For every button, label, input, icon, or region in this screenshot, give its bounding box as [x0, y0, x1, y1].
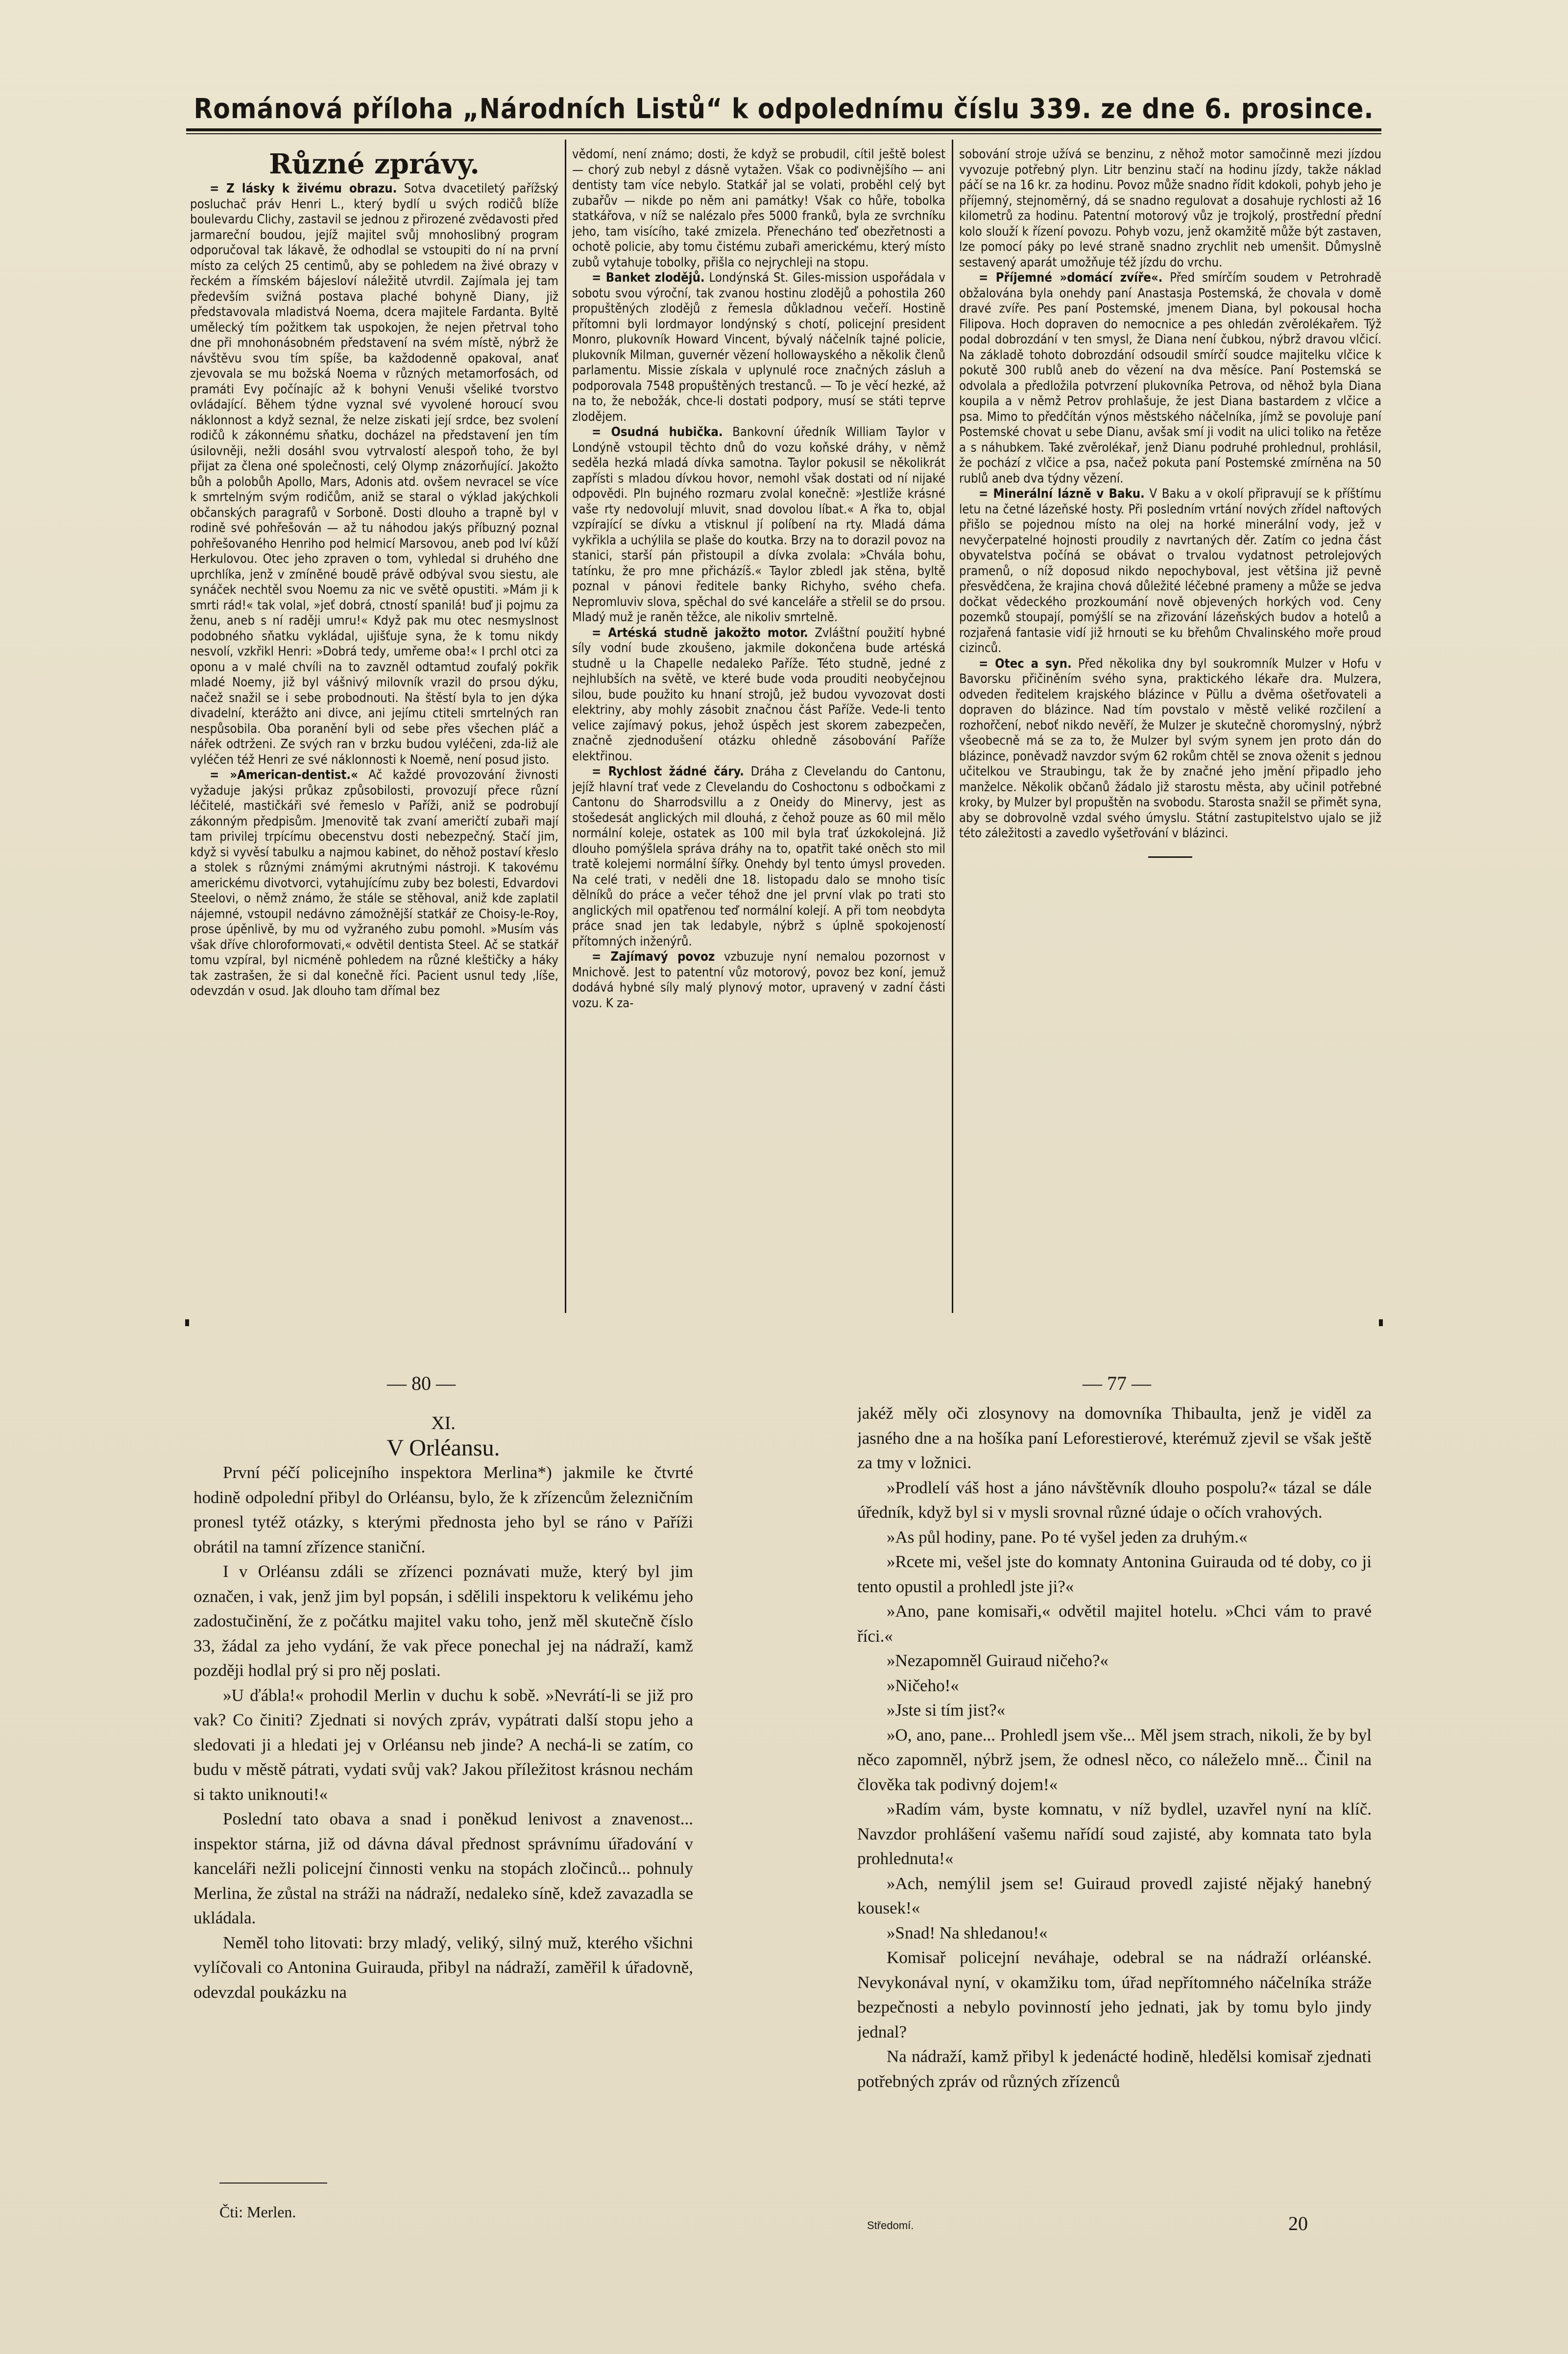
news-column-1 — [190, 147, 558, 1342]
chapter-number: XI. — [431, 1413, 456, 1433]
signature-mark: Středomí. — [867, 2219, 914, 2232]
novel-paragraph: Neměl toho litovati: brzy mladý, veliký, silný muž, kterého všichni vylíčovali co Antonina Guirauda, přibyl na nádraží, zaměřil k úřadovně, odevzdal poukázku na — [193, 1933, 693, 2002]
news-item-heading: = Příjemné »domácí zvíře«. — [979, 270, 1163, 285]
page-number-left: — 80 — — [387, 1372, 456, 1394]
news-item-text: Před několika dny byl soukromník Mulzer v Hofu v Bavorsku přičiněním svého syna, praktického lékaře dra. Mulzera, odveden ředitelem krajského blázince v Püllu a dvěma ošetřovateli a dopraven do blázince. Nad tím povstalo v městě veliké rozčilení a rozhořčení, neboť nikdo nevěří, že Mulzer je skutečně choromyslný, nýbrž všeobecně má se za to, že Mulzer byl svým synem jen proto dán do blázince, poněvadž navzdor svým 62 rokům chtěl se znova oženit s jednou učitelkou ve Straubingu, tak že by značné jeho jmění připadlo jeho manželce. Několik občanů žádalo již starostu města, aby učinil potřebné kroky, by Mulzer byl propuštěn na svobodu. Starosta snažil se přimět syna, aby se dobrovolně vzdal svého úmyslu. Státní zastupitelstvo ujalo se již této záležitosti a zavedlo vyšetřování v blázinci. — [959, 656, 1381, 841]
news-column-3 — [959, 147, 1381, 1342]
novel-paragraph: »Prodlelí váš host a jáno návštěvník dlouho pospolu?« tázal se dále úředník, když byl si v mysli srovnal různé údaje o očích vrahových. — [857, 1478, 1372, 1522]
novel-paragraph: »As půl hodiny, pane. Po té vyšel jeden za druhým.« — [887, 1527, 1248, 1547]
news-item-heading: = Z lásky k živému obrazu. — [210, 181, 397, 196]
news-item-heading: = Zajímavý povoz — [592, 949, 715, 964]
novel-paragraph: jakéž měly oči zlosynovy na domovníka Thibaulta, jenž je viděl za jasného dne a na hošíka paní Leforestierové, kterémuž zjevil se však ještě za tmy v ložnici. — [857, 1404, 1372, 1472]
novel-paragraph: »Rcete mi, vešel jste do komnaty Antonina Guirauda od té doby, co ji tento opustil a prohledl jste ji?« — [857, 1552, 1372, 1596]
news-item-heading: = Minerální lázně v Baku. — [979, 486, 1145, 501]
column-divider — [952, 140, 953, 1313]
footnote: Čti: Merlen. — [219, 2183, 327, 2221]
header-rule-thin — [186, 133, 1381, 134]
news-item — [959, 270, 1381, 486]
page-header: Románová příloha „Národních Listů“ k odpolednímu číslu 339. ze dne 6. prosince. — [193, 93, 1374, 125]
end-rule — [1148, 856, 1192, 858]
novel-paragraph: Na nádraží, kamž přibyl k jedenácté hodině, hledělsi komisař zjednati potřebných zpráv od různých zřízenců — [857, 2047, 1372, 2091]
news-item-heading: = Artéská studně jakožto motor. — [592, 625, 808, 640]
news-item — [190, 768, 558, 999]
section-title: Různé zprávy. — [269, 148, 480, 180]
news-item-text: vědomí, není známo; dosti, že když se probudil, cítil ještě bolest — chorý zub nebyl z dásně vytažen. Však co podivnějšího — ani dentisty tam více nebylo. Statkář jal se volati, proběhl celý byt zubařův — nikde po něm ani památky! Však co hůře, tobolka statkářova, v níž se nalézalo přes 5000 franků, byla ze svrchníku jeho, tam visícího, také zmizela. Přenecháno teď obezřetnosti a ochotě policie, aby tomu čistému zubaři americkému, který místo zubů vytahuje tobolky, přišla co nejrychleji na stopu. — [572, 147, 945, 270]
sheet-number: 20 — [1288, 2212, 1308, 2234]
novel-paragraph: První péčí policejního inspektora Merlina*) jakmile ke čtvrté hodině odpolední přibyl do Orléansu, bylo, že k zřízencům železničním pronesl tytéž otázky, s kterými přednosta jeho byl se ráno v Paříži obrátil na tamní zřízence staniční. — [193, 1463, 693, 1556]
novel-paragraph: »Ano, pane komisaři,« odvětil majitel hotelu. »Chci vám to pravé říci.« — [857, 1602, 1372, 1646]
news-item — [572, 626, 945, 765]
novel-paragraph: I v Orléansu zdáli se zřízenci poznávati muže, který byl jim označen, i vak, jenž jim byl popsán, i sdělili inspektoru k velikému jeho zadostučinění, že z počátku majitel vaku toho, jenž měl skutečně číslo 33, žádal za jeho vydání, že vak přece ponechal jej na nádraží, kamž později hodlal prý si pro něj poslati. — [193, 1562, 693, 1680]
news-item — [572, 764, 945, 949]
news-item-text: Před smírčím soudem v Petrohradě obžalována byla onehdy paní Anastasja Postemská, že chovala v domě dravé zvíře. Pes paní Postemské, jmenem Diana, byl pokousal hocha Filipova. Hoch dopraven do nemocnice a pes ohledán zvěrolékařem. Týž podal dobrozdání v ten smysl, že Diana není čubkou, nýbrž dravou vlčicí. Na základě tohoto dobrozdání odsoudil smírčí soudce majitelku vlčice k pokutě 300 rublů aneb do vězení na dva měsíce. Paní Postemská se odvolala a předložila potvrzení plukovníka Petrova, od něhož byla Diana koupila a v němž Petrov prohlašuje, že jest Diana bastardem z vlčice a psa. Mimo to předčítán výnos městského náčelníka, jímž se povoluje paní Postemské chovat u sebe Dianu, avšak smí ji vodit na ulici toliko na řetěze a s náhubkem. Také zvěrolékař, jenž Dianu podruhé prohlednul, prohlásil, že pochází z vlčice a psa, načež pokuta paní Postemské zmírněna na 50 rublů aneb dva týdny vězení. — [959, 270, 1381, 486]
news-item-text: Sotva dvacetiletý pařížský posluchač práv Henri L., který bydlí u svých rodičů blíže boulevardu Clichy, zastavil se jednou z přirozené zvědavosti před jarmareční boudou, jejíž majitel svůj mnohoslibný program odporučoval tak lákavě, že odhodlal se vstoupiti do ní na první místo za celých 25 centimů, aby se pohledem na živé obrazy v řeckém a římském bájesloví náležitě utvrdil. Zajímala jej tam především svižná postava plaché bohyně Diany, již představovala mladistvá Noema, dcera majitele Fardanta. Byltě umělecký tím požitkem tak uspokojen, že nejen přetrval toho dne při mnohonásobném představení na svém místě, nýbrž že návštěvu svou tím spíše, ba každodenně opakoval, anať zjevovala se mu božská Noema v různých metamorfosách, od pramáti Evy počínajíc až k bohyni Venuši všeliké tvorstvo ovládající. Během týdne vyznal své vyvolené horoucí svou náklonnost a když seznal, že nelze ziskati její srdce, bez svolení rodičů k zákonnému sňatku, docházel na představení jen tím úsilovněji, nežli dosáhl svou vytrvalostí alespoň toho, že byl přijat za člena oné společnosti, celý Olymp znázorňující. Jakožto bůh a polobůh Apollo, Mars, Adonis atd. ovšem nevracel se více k smrtelným svým rodičům, aniž se staral o výklad jakýchkoli občanských paragrafů v Sorboně. Dosti dlouho a trapně byl v rodině své pohřešován — až tu náhodou jakýs příbuzný poznal pohřešovaného Henriho pod helmicí Marsovou, aneb pod lví kůží Herkulovou. Otec jeho zpraven o tom, vyhledal si druhého dne uprchlíka, jenž v zmíněné boudě právě odbýval svou siestu, ale synáček nechtěl svou Noemu za nic ve světě opustiti. »Mám ji k smrti rád!« tak volal, »jeť dobrá, ctností spanilá! buď ji pojmu za ženu, aneb s ní raději umru!« Když pak mu otec nesmyslnost podobného sňatku vykládal, ujišťuje syna, že k tomu nikdy nesvolí, vzkřikl Henri: »Dobrá tedy, umřeme oba!« I prchl otci za oponu a v malé chvíli na to zavzněl odtamtud zoufalý pokřik mladé Noemy, již byl vášnivý milovník vrazil do prsou dýku, načež snažil se i sebe probodnouti. Na štěstí byla to jen dýka divadelní, kterážto ani divce, ani jejímu ctiteli smrtelných ran nespůsobila. Oba poranění byli od sebe přes všechen pláč a nářek odtrženi. Ze svých ran v brzku budou vyléčeni, zda-liž ale vyléčen též Henri ze své náklonnosti k Noemě, není posud jisto. — [190, 181, 558, 767]
novel-paragraph: »Nezapomněl Guiraud ničeho?« — [887, 1651, 1109, 1670]
novel-paragraph: »Radím vám, byste komnatu, v níž bydlel, uzavřel nyní na klíč. Navzdor prohlášení vašemu nařídí soud zajisté, aby komnata tato byla prohlednuta!« — [857, 1799, 1372, 1868]
news-item-text: Bankovní úředník William Taylor v Londýně vstoupil těchto dnů do vozu koňské dráhy, v němž seděla hezká mladá dívka samotna. Taylor pokusil se několikrát zapřísti s mladou dívkou hovor, nemohl však dostati od ní nijaké odpovědi. Pln bujného rozmaru zvolal konečně: »Jestliže krásné vaše rty nedovolují mluvit, snad dovolou líbat.« A řka to, objal vzpírající se dívku a vtisknul jí políbení na rty. Mladá dáma vykřikla a uchýlila se plaše do koutka. Brzy na to dorazil povoz na stanici, starší pán přistoupil a dívka zvolala: »Chvála bohu, tatínku, že pro mne přicházíš.« Taylor zbledl jak stěna, byltě poznal v pánovi ředitele banky Richyho, svého chefa. Nepromluviv slova, spěchal do své kanceláře a střelil se do prsou. Mladý muž je raněn těžce, ale nikoliv smrtelně. — [572, 425, 945, 625]
news-item-text: V Baku a v okolí připravují se k příštímu letu na četné lázeňské hosty. Při posledním vrtání nových zřídel naftových přišlo se pojednou místo na olej na horké minerální vody, jež v nevyčerpatelné hojnosti proudily z navrtaných děr. Zatím co jedna část obyvatelstva počíná se obávat o trvalou vydatnost petrolejových pramenů, o níž doposud nikdo nepochyboval, jest většina již pevně přesvědčena, že krajina chová důležité léčebné prameny a může se jedva dočkat vědeckého prozkoumání nově objevených horkých vod. Ceny pozemků stoupají, pomýšlí se na zřizování lázeňských budov a hotelů a rozjařená fantasie vidí již hrnouti se ku břehům Chvalinského moře proud cizinců. — [959, 486, 1381, 655]
news-item-text: Londýnská St. Giles-mission uspořádala v sobotu svou výroční, tak zvanou hostinu zlodějů a pohostila 260 propuštěných zlodějů z řemesla důkladnou večeří. Hostině přítomni byli lordmayor londýnský s chotí, policejní president Monro, plukovník Howard Vincent, bývalý náčelník tajné policie, plukovník Milman, guvernér vězení hollowayského a několik členů parlamentu. Missie získala v uplynulé roce značných zásluh a podporovala 7548 propuštěných trestanců. — To je věcí hezké, až na to, že nebožák, chce-li dostati podpory, musí se státi teprve zlodějem. — [572, 270, 945, 424]
cut-mark — [1379, 1319, 1383, 1326]
news-item — [572, 949, 945, 1011]
novel-paragraph: »Ničeho!« — [887, 1675, 959, 1695]
news-item-text: Dráha z Clevelandu do Cantonu, jejíž hlavní trať vede z Clevelandu do Coshoctonu s odbočkami z Cantonu do Sharrodsvillu a z Oneidy do Minervy, jest as stošedesát anglických mil dlouhá, z čehož pouze as 60 mil mělo normální koleje, ostatek as 100 mil byla trať úzkokolejná. Již dlouho pomýšlela správa dráhy na to, opatřit také oněch sto mil tratě kolejemi normální šířky. Onehdy byl tento úmysl proveden. Na celé trati, v neděli dne 18. listopadu dalo se mnoho tisíc dělníků do práce a večer téhož dne jel první vlak po trati sto anglických mil opatřenou teď normální kolejí. A při tom neobdyta práce snad jen tak ledabyle, nýbrž s úplně spokojeností přítomných inženýrů. — [572, 764, 945, 949]
novel-paragraph: »U ďábla!« prohodil Merlin v duchu k sobě. »Nevrátí-li se již pro vak? Co činiti? Zjednati si nových zpráv, vypátrati další stopu jeho a sledovati ji a hledati jej v Orléansu neb jinde? A nechá-li se zatím, co budu v městě pátrati, vydati svůj vak? Jakou příležitost krásnou nechám si takto uniknouti!« — [193, 1685, 693, 1804]
news-item-text: Zvláštní použití hybné síly vodní bude zkoušeno, jakmile dokončena bude artéská studně u la Chapelle nedaleko Paříže. Této studně, jedné z nejhlubších na světě, ve které bude voda prouditi neobyčejnou silou, bude použito ku hnaní strojů, jež budou vyvozovat dosti elektriny, aby mohly zásobit značnou část Paříže. Vede-li tento velice zajímavý pokus, jehož úspěch jest skorem zabezpečen, značně zjednodušení otázku ohledně zásobování Paříže elektřinou. — [572, 625, 945, 764]
novel-paragraph: »Snad! Na shledanou!« — [887, 1923, 1048, 1942]
news-item — [190, 181, 558, 768]
cut-mark — [185, 1319, 189, 1326]
novel-page-right — [857, 1401, 1372, 2205]
chapter-title: V Orléansu. — [386, 1434, 500, 1461]
news-item — [959, 656, 1381, 842]
news-item — [572, 425, 945, 626]
page-number-right: — 77 — — [1083, 1372, 1151, 1394]
news-item-text: Ač každé provozování živnosti vyžaduje jakýsi průkaz způsobilosti, provozují přece různí léčitelé, mastičkáři své řemeslo v Paříži, aniž se podrobují zákonným předpisům. Jmenovitě tak zvaní američtí zubaři mají tam privilej trpícímu obecenstvu dosti nebezpečný. Stačí jim, když si vyvěsí tabulku a najmou kabinet, do něhož postaví křeslo a stolek s různými známými akrutnými nástroji. K takovému americkému divotvorci, vytahujícímu zuby bez bolesti, Edvardovi Steelovi, o němž známo, že stále se stěhoval, aniž kde zaplatil nájemné, vstoupil nedávno zámožnější statkář ze Choisy-le-Roy, prose úpěnlivě, by mu od vyžraného zubu pomohl. »Musím vás však dříve chloroformovati,« odvětil dentista Steel. Ač se statkář tomu vzpíral, byl nicméně pohledem na různé kleštičky a háky tak zastrašen, že si dal konečně říci. Pacient usnul tedy ‚líše, odevzdán v osud. Jak dlouho tam dřímal bez — [190, 768, 558, 998]
news-item — [572, 147, 945, 270]
news-item-text: sobování stroje užívá se benzinu, z něhož motor samočinně mezi jízdou vyvozuje potřebný plyn. Litr benzinu stačí na hodinu jízdy, takže náklad páčí se na 16 kr. za hodinu. Povoz může snadno řídit kdokoli, pohyb jeho je příjemný, stejnoměrný, dá se snadno regulovat a dosahuje rychlosti až 16 kilometrů za hodinu. Patentní motorový vůz je trojkolý, prostřední přední kolo slouží k řízení povozu. Pohyb vozu, jenž okamžitě může být zastaven, lze pomocí páky po levé straně snadno zrychlit neb umenšit. Důmyslně sestavený aparát umožňuje též jízdu do vrchu. — [959, 147, 1381, 270]
novel-paragraph: »Ach, nemýlil jsem se! Guiraud provedl zajisté nějaký hanebný kousek!« — [857, 1873, 1372, 1917]
novel-page-left — [193, 1411, 693, 2175]
news-item-heading: = Rychlost žádné čáry. — [592, 764, 744, 779]
news-item — [959, 486, 1381, 656]
column-divider — [565, 140, 566, 1313]
novel-paragraph: Poslední tato obava a snad i poněkud lenivost a znavenost... inspektor stárna, již od dávna dával přednost správnímu úřadování v kanceláři nežli policejní činnosti venku na stopách zločinců... pohnuly Merlina, že zůstal na stráži na nádraží, nedaleko síně, kdež zavazadla se ukládala. — [193, 1809, 693, 1927]
news-item — [572, 270, 945, 425]
news-item-text: vzbuzuje nyní nemalou pozornost v Mnichově. Jest to patentní vůz motorový, povoz bez koní, jemuž dodává hybné síly malý plynový motor, upravený v zadní části vozu. K za- — [572, 949, 945, 1011]
novel-paragraph: »O, ano, pane... Prohledl jsem vše... Měl jsem strach, nikoli, že by byl něco zapomněl, nýbrž jsem, že odnesl něco, co náleželo mně... Činil na člověka tak podivný dojem!« — [857, 1725, 1372, 1794]
news-column-2 — [572, 147, 945, 1342]
news-item-heading: = Banket zlodějů. — [592, 270, 705, 285]
novel-paragraph: »Jste si tím jist?« — [887, 1700, 1006, 1720]
header-rule — [186, 128, 1381, 131]
news-item-heading: = »American-dentist.« — [210, 768, 358, 782]
news-item-heading: = Osudná hubička. — [592, 425, 723, 439]
novel-paragraph: Komisař policejní neváhaje, odebral se na nádraží orléanské. Nevykonával nyní, v okamžiku tom, úřad nepřítomného náčelníka stráže bezpečnosti a nebylo povinností jeho jednati, jak by tomu bylo jindy jednal? — [857, 1948, 1372, 2041]
news-item — [959, 147, 1381, 270]
news-item-heading: = Otec a syn. — [979, 656, 1072, 671]
